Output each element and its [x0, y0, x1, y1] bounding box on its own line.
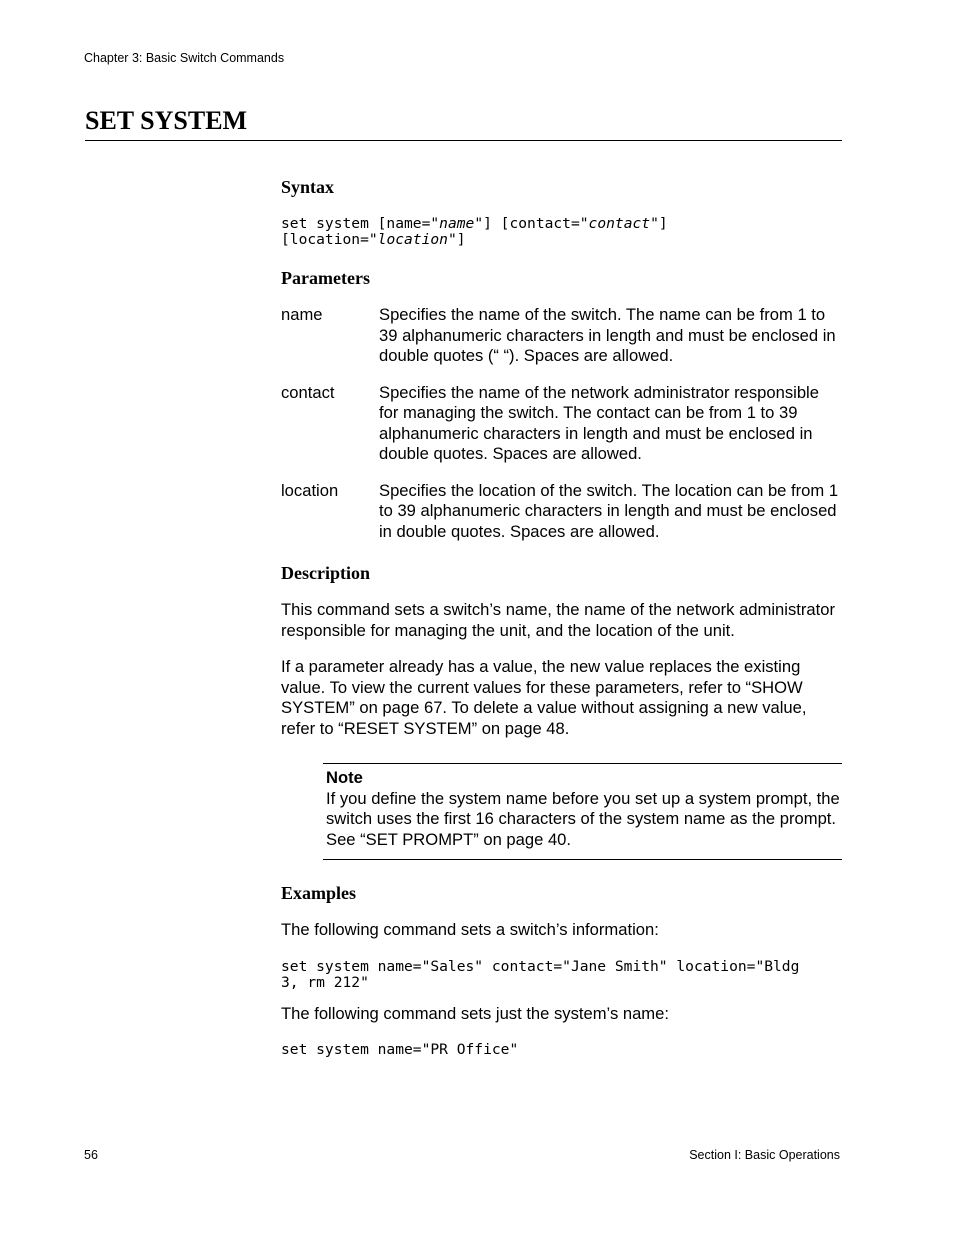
- page-title: SET SYSTEM: [85, 106, 248, 135]
- main-content: [281, 176, 842, 1058]
- parameter-row-name: [281, 305, 842, 367]
- parameter-description: Specifies the location of the switch. The location can be from 1 to 39 alphanumeric characters in length and must be enclosed in double quotes. Spaces are allowed.: [379, 480, 839, 541]
- parameter-row-contact: [281, 383, 842, 465]
- title-rule: [85, 140, 842, 141]
- example-code: set system name="Sales" contact="Jane Smith" location="Bldg 3, rm 212": [281, 957, 800, 991]
- examples-heading: Examples: [281, 883, 357, 903]
- note-title: Note: [326, 768, 363, 787]
- footer-section: Section I: Basic Operations: [689, 1148, 840, 1162]
- syntax-heading: Syntax: [281, 177, 335, 197]
- running-header: Chapter 3: Basic Switch Commands: [84, 51, 285, 65]
- parameter-name: contact: [281, 382, 335, 402]
- parameter-description: Specifies the name of the switch. The name can be from 1 to 39 alphanumeric characters in length and must be enclosed in double quotes (“ “). Spaces are allowed.: [379, 305, 836, 365]
- note-box: [323, 763, 842, 860]
- parameters-heading: Parameters: [281, 268, 370, 288]
- parameter-name: location: [281, 480, 339, 500]
- parameter-description: Specifies the name of the network administrator responsible for managing the switch. The contact can be from 1 to 39 alphanumeric characters in length and must be enclosed in double quotes. Spaces are allowed.: [379, 382, 819, 463]
- parameter-name: name: [281, 305, 323, 324]
- description-paragraph: If a parameter already has a value, the new value replaces the existing value. To view the current values for these parameters, refer to “SHOW SYSTEM” on page 67. To delete a value without assigning a new value, refer to “RESET SYSTEM” on page 48.: [281, 657, 807, 738]
- description-heading: Description: [281, 563, 370, 583]
- syntax-code: set system [name="name"] [contact="contact"] [location="location"]: [281, 215, 668, 248]
- description-paragraph: This command sets a switch’s name, the name of the network administrator responsible for managing the unit, and the location of the unit.: [281, 600, 835, 640]
- page-number: 56: [84, 1148, 98, 1162]
- example-intro: The following command sets a switch’s information:: [281, 920, 659, 939]
- parameter-row-location: [281, 481, 842, 543]
- example-code: set system name="PR Office": [281, 1041, 519, 1058]
- example-intro: The following command sets just the system’s name:: [281, 1003, 669, 1023]
- note-text: If you define the system name before you set up a system prompt, the switch uses the first 16 characters of the system name as the prompt. See “SET PROMPT” on page 40.: [326, 788, 840, 849]
